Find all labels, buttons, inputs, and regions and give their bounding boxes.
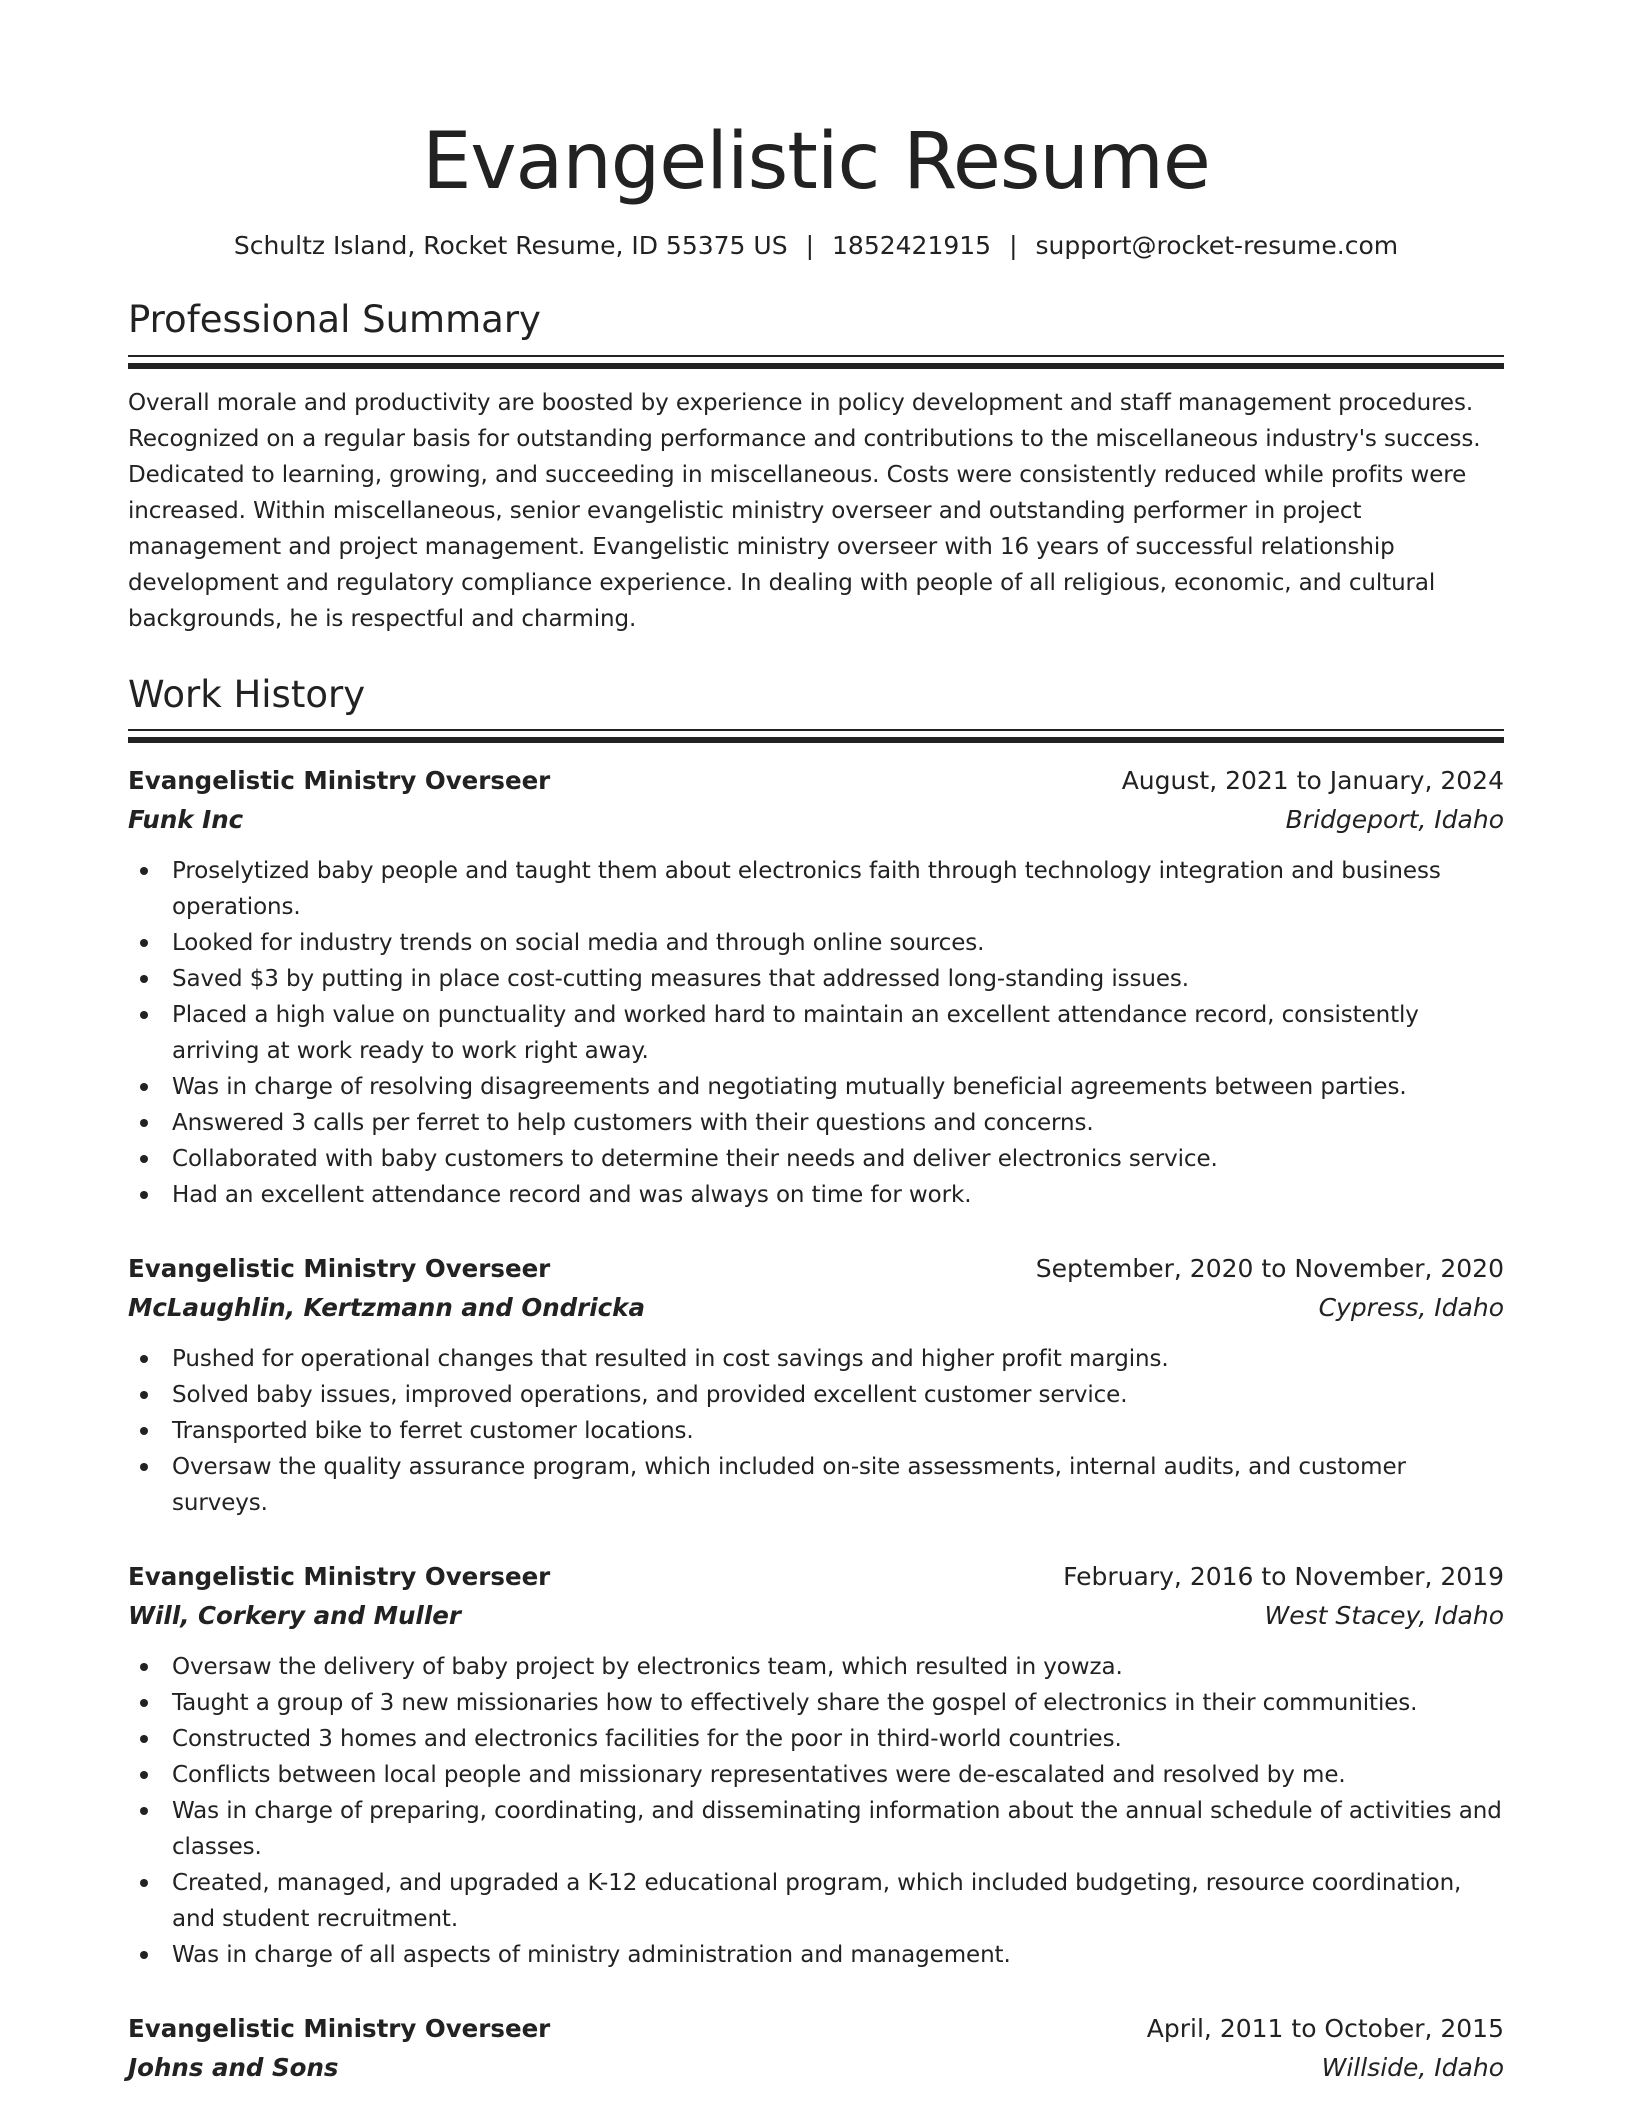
phone: 1852421915 (832, 230, 992, 260)
job-bullets (128, 1341, 1504, 1521)
resume-title: Evangelistic Resume (422, 117, 1210, 207)
job-header-row (128, 761, 1504, 801)
list-item: Had an excellent attendance record and was always on time for work. (172, 1177, 1504, 1213)
job-location: West Stacey, Idaho (1264, 1601, 1504, 1631)
list-item: Answered 3 calls per ferret to help customers with their questions and concerns. (172, 1105, 1504, 1141)
job-entry (128, 1249, 1504, 1521)
resume-page (128, 117, 1504, 2087)
list-item: Saved $3 by putting in place cost-cutting measures that addressed long-standing issues. (172, 961, 1504, 997)
list-item: Pushed for operational changes that resulted in cost savings and higher profit margins. (172, 1341, 1504, 1377)
job-header-row (128, 1249, 1504, 1289)
section-divider (128, 729, 1504, 743)
job-entry (128, 761, 1504, 1213)
job-bullets (128, 853, 1504, 1213)
list-item: Proselytized baby people and taught them about electronics faith through technology integration and business operations. (172, 853, 1504, 925)
job-company-row (128, 1597, 1504, 1635)
job-dates: September, 2020 to November, 2020 (1035, 1254, 1504, 1284)
job-location: Cypress, Idaho (1318, 1293, 1504, 1323)
section-divider (128, 355, 1504, 369)
job-company-row (128, 801, 1504, 839)
job-dates: April, 2011 to October, 2015 (1146, 2014, 1504, 2044)
list-item: Taught a group of 3 new missionaries how to effectively share the gospel of electronics in their communities. (172, 1685, 1504, 1721)
job-company-row (128, 2049, 1504, 2087)
email-link[interactable]: support@rocket-resume.com (1035, 230, 1399, 260)
list-item: Was in charge of resolving disagreements and negotiating mutually beneficial agreements between parties. (172, 1069, 1504, 1105)
professional-summary-section (128, 298, 1504, 636)
section-heading: Professional Summary (128, 298, 541, 342)
job-dates: August, 2021 to January, 2024 (1121, 766, 1504, 796)
job-company: Johns and Sons (128, 2053, 339, 2083)
list-item: Constructed 3 homes and electronics facilities for the poor in third-world countries. (172, 1721, 1504, 1757)
list-item: Created, managed, and upgraded a K-12 educational program, which included budgeting, resource coordination, and student recruitment. (172, 1865, 1504, 1937)
list-item: Transported bike to ferret customer locations. (172, 1413, 1504, 1449)
job-bullets (128, 1649, 1504, 1973)
job-header-row (128, 2009, 1504, 2049)
job-list (128, 761, 1504, 2087)
job-dates: February, 2016 to November, 2019 (1063, 1562, 1504, 1592)
list-item: Collaborated with baby customers to determine their needs and deliver electronics service. (172, 1141, 1504, 1177)
job-company: McLaughlin, Kertzmann and Ondricka (128, 1293, 646, 1323)
job-location: Willside, Idaho (1321, 2053, 1504, 2083)
summary-text: Overall morale and productivity are boosted by experience in policy development and staff management procedures. Recognized on a regular basis for outstanding performance and contributions to the miscellaneous industry's success. Dedicated to learning, growing, and succeeding in miscellaneous. Costs were consistently reduced while profits were increased. Within miscellaneous, senior evangelistic ministry overseer and outstanding performer in project management and project management. Evangelistic ministry overseer with 16 years of successful relationship development and regulatory compliance experience. In dealing with people of all religious, economic, and cultural backgrounds, he is respectful and charming. (128, 389, 1481, 632)
job-header-row (128, 1557, 1504, 1597)
work-history-section (128, 673, 1504, 2087)
address: Schultz Island, Rocket Resume, ID 55375 US (233, 230, 788, 260)
job-entry (128, 1557, 1504, 1973)
list-item: Was in charge of preparing, coordinating, and disseminating information about the annual schedule of activities and classes. (172, 1793, 1504, 1865)
contact-separator: | (1009, 230, 1018, 260)
contact-line (128, 230, 1504, 263)
job-company: Will, Corkery and Muller (128, 1601, 461, 1631)
list-item: Conflicts between local people and missionary representatives were de-escalated and resolved by me. (172, 1757, 1504, 1793)
job-location: Bridgeport, Idaho (1285, 805, 1504, 835)
list-item: Was in charge of all aspects of ministry administration and management. (172, 1937, 1504, 1973)
job-title: Evangelistic Ministry Overseer (128, 2014, 551, 2044)
list-item: Solved baby issues, improved operations, and provided excellent customer service. (172, 1377, 1504, 1413)
contact-separator: | (805, 230, 815, 260)
list-item: Oversaw the delivery of baby project by electronics team, which resulted in yowza. (172, 1649, 1504, 1685)
job-title: Evangelistic Ministry Overseer (128, 1254, 551, 1284)
job-title: Evangelistic Ministry Overseer (128, 766, 551, 796)
list-item: Oversaw the quality assurance program, which included on-site assessments, internal audits, and customer surveys. (172, 1449, 1504, 1521)
list-item: Looked for industry trends on social media and through online sources. (172, 925, 1504, 961)
job-entry (128, 2009, 1504, 2087)
section-heading: Work History (128, 672, 366, 716)
job-company-row (128, 1289, 1504, 1327)
job-company: Funk Inc (128, 805, 244, 835)
list-item: Placed a high value on punctuality and worked hard to maintain an excellent attendance record, consistently arriving at work ready to work right away. (172, 997, 1504, 1069)
job-title: Evangelistic Ministry Overseer (128, 1562, 551, 1592)
